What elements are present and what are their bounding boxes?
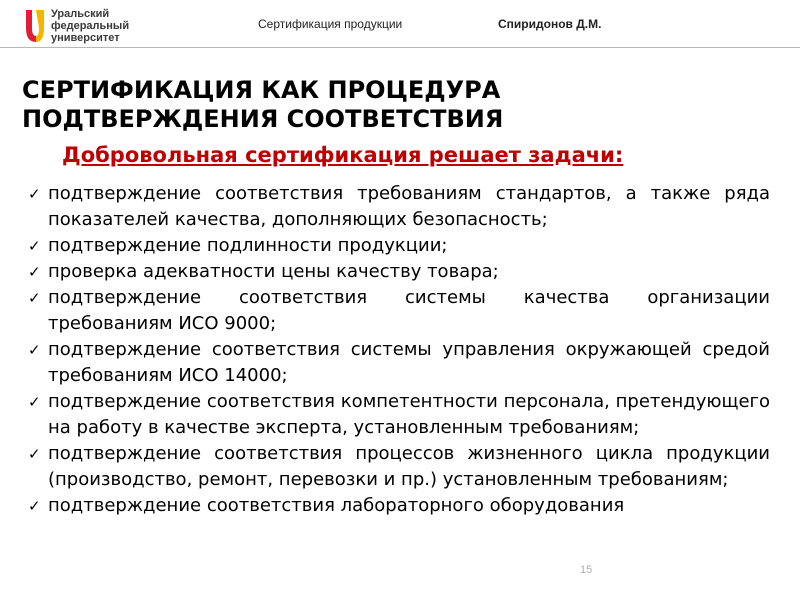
logo-line: университет bbox=[51, 32, 120, 44]
logo-line: федеральный bbox=[51, 20, 130, 32]
check-mark-icon: ✓ bbox=[28, 445, 41, 463]
list-item bbox=[28, 285, 770, 337]
check-mark-icon: ✓ bbox=[28, 341, 41, 359]
list-item-text: проверка адекватности цены качеству товара; bbox=[48, 261, 499, 282]
logo-text bbox=[51, 8, 129, 44]
check-mark-icon: ✓ bbox=[28, 289, 41, 307]
check-mark-icon: ✓ bbox=[28, 497, 41, 515]
header-course-title: Сертификация продукции bbox=[258, 17, 403, 31]
list-item-text: подтверждение соответствия процессов жизненного цикла продукции (производство, ремонт, перевозки и пр.) установленным требованиям; bbox=[48, 443, 770, 490]
list-item-text: подтверждение соответствия системы управления окружающей средой требованиям ИСО 14000; bbox=[48, 339, 770, 386]
page-number: 15 bbox=[580, 564, 593, 576]
list-item-text: подтверждение соответствия требованиям стандартов, а также ряда показателей качества, дополняющих безопасность; bbox=[48, 183, 770, 230]
check-mark-icon: ✓ bbox=[28, 185, 41, 203]
list-item-text: подтверждение соответствия компетентности персонала, претендующего на работу в качестве эксперта, установленным требованиям; bbox=[48, 391, 770, 438]
title-line: ПОДТВЕРЖДЕНИЯ СООТВЕТСТВИЯ bbox=[22, 105, 504, 133]
list-item bbox=[28, 337, 770, 389]
check-mark-icon: ✓ bbox=[28, 393, 41, 411]
header-author: Спиридонов Д.М. bbox=[498, 17, 602, 31]
list-item bbox=[28, 441, 770, 493]
tasks-list bbox=[28, 181, 770, 519]
list-item bbox=[28, 181, 770, 233]
ural-federal-university-logo bbox=[24, 6, 154, 46]
check-mark-icon: ✓ bbox=[28, 237, 41, 255]
university-logo-mark-icon bbox=[24, 6, 46, 46]
list-item bbox=[28, 233, 770, 259]
list-item-text: подтверждение подлинности продукции; bbox=[48, 235, 448, 256]
list-item bbox=[28, 493, 770, 519]
list-item-text: подтверждение соответствия лабораторного оборудования bbox=[48, 495, 625, 516]
logo-line: Уральский bbox=[51, 8, 110, 20]
list-item bbox=[28, 389, 770, 441]
title-line: СЕРТИФИКАЦИЯ КАК ПРОЦЕДУРА bbox=[22, 76, 501, 104]
check-mark-icon: ✓ bbox=[28, 263, 41, 281]
header-divider bbox=[0, 47, 800, 48]
slide-subtitle: Добровольная сертификация решает задачи: bbox=[62, 143, 624, 167]
list-item bbox=[28, 259, 770, 285]
slide-title bbox=[22, 76, 622, 134]
list-item-text: подтверждение соответствия системы качества организации требованиям ИСО 9000; bbox=[48, 287, 770, 334]
